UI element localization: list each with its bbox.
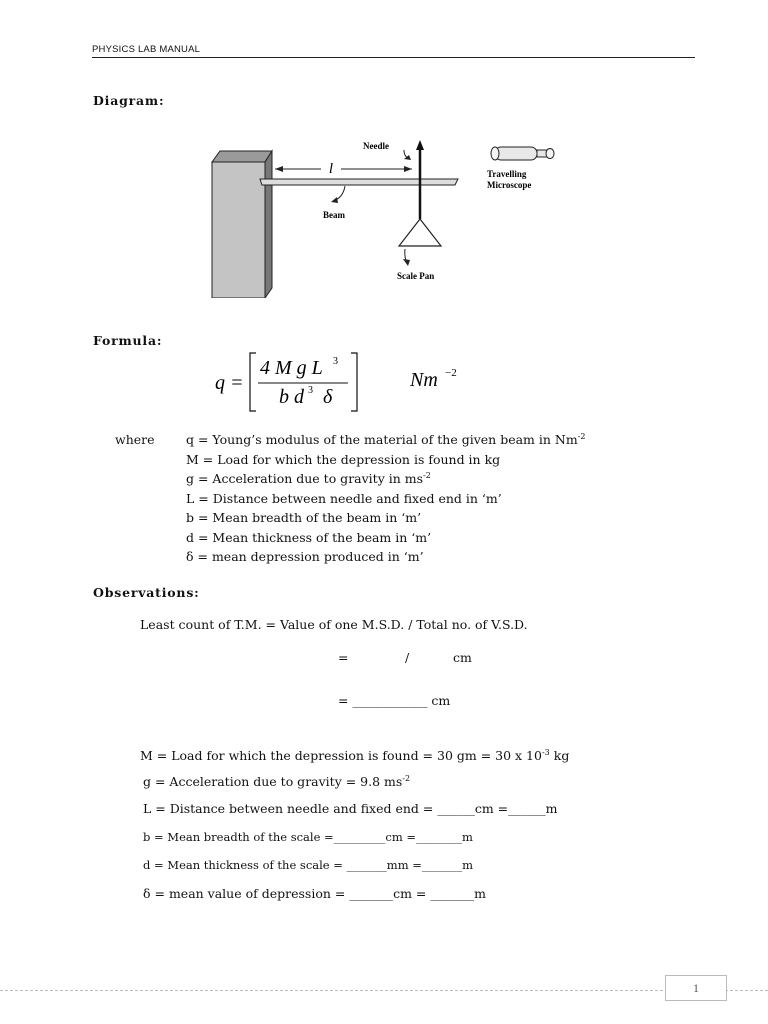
where-label: where	[115, 432, 155, 447]
def-d: d = Mean thickness of the beam in ‘m’	[186, 529, 432, 545]
obs-delta: δ = mean value of depression = _______cm = _______m	[143, 886, 486, 901]
length-arrow-left	[275, 166, 283, 172]
def-q: q = Young’s modulus of the material of the given beam in $Nm^{-2}$	[186, 432, 586, 447]
def-L: L = Distance between needle and fixed end in ‘m’	[186, 490, 502, 506]
def-b: b = Mean breadth of the beam in ‘m’	[186, 510, 422, 525]
travelling-label: Travelling	[487, 169, 527, 179]
diagram-heading: Diagram:	[93, 93, 165, 108]
obs-g: g = Acceleration due to gravity = 9.8 $ms^{-2}$	[143, 774, 411, 789]
formula-heading: Formula:	[93, 333, 163, 348]
page-header: PHYSICS LAB MANUAL	[92, 44, 695, 58]
formula-delta: δ	[323, 386, 333, 408]
least-count-unit: cm	[453, 650, 472, 665]
formula-lhs: q =	[215, 372, 244, 394]
microscope-body	[495, 147, 537, 160]
observations-heading: Observations:	[93, 585, 200, 600]
bracket-left	[250, 353, 256, 411]
microscope-label: Microscope	[487, 180, 532, 190]
youngs-modulus-formula	[205, 345, 485, 415]
def-delta: δ = mean depression produced in ‘m’	[186, 549, 424, 564]
formula-unit: Nm	[410, 369, 438, 391]
microscope-lens-right	[546, 149, 554, 159]
footer-rule	[0, 990, 768, 991]
support-block-front	[212, 162, 265, 298]
beam-label: Beam	[323, 210, 345, 220]
least-count-slash: /	[405, 650, 410, 665]
bracket-right	[351, 353, 357, 411]
length-arrow-right	[404, 166, 412, 172]
microscope-lens-left	[491, 147, 499, 160]
length-label: l	[328, 161, 334, 177]
scale-pan	[399, 219, 441, 246]
least-count-line: Least count of T.M. = Value of one M.S.D. / Total no. of V.S.D.	[140, 617, 528, 632]
beam	[260, 179, 458, 185]
scale-pan-label: Scale Pan	[397, 271, 435, 281]
needle-label: Needle	[363, 141, 389, 151]
experiment-diagram	[205, 138, 575, 298]
unit-exponent: −2	[445, 367, 457, 379]
page-number: 1	[665, 975, 727, 1001]
formula-denominator: b d	[279, 386, 304, 408]
obs-M: M = Load for which the depression is found = 30 gm = 30 x $10^{-3}$ kg	[140, 748, 570, 763]
least-count-eq-sign: =	[338, 650, 349, 665]
obs-d: d = Mean thickness of the scale = _______mm =_______m	[143, 858, 474, 872]
needle-tip	[416, 140, 424, 150]
support-block-top	[212, 151, 272, 162]
support-block-side	[265, 151, 272, 298]
def-g: g = Acceleration due to gravity in $ms^{-2}$	[186, 471, 431, 486]
def-M: M = Load for which the depression is found in kg	[186, 451, 501, 467]
obs-L: L = Distance between needle and fixed end = ______cm =______m	[143, 801, 558, 816]
least-count-result: = ____________ cm	[338, 693, 451, 708]
denominator-exponent: 3	[308, 385, 313, 396]
obs-b: b = Mean breadth of the scale =_________cm =________m	[143, 830, 473, 844]
numerator-exponent: 3	[333, 356, 338, 367]
formula-numerator: 4 M g L	[260, 357, 323, 379]
